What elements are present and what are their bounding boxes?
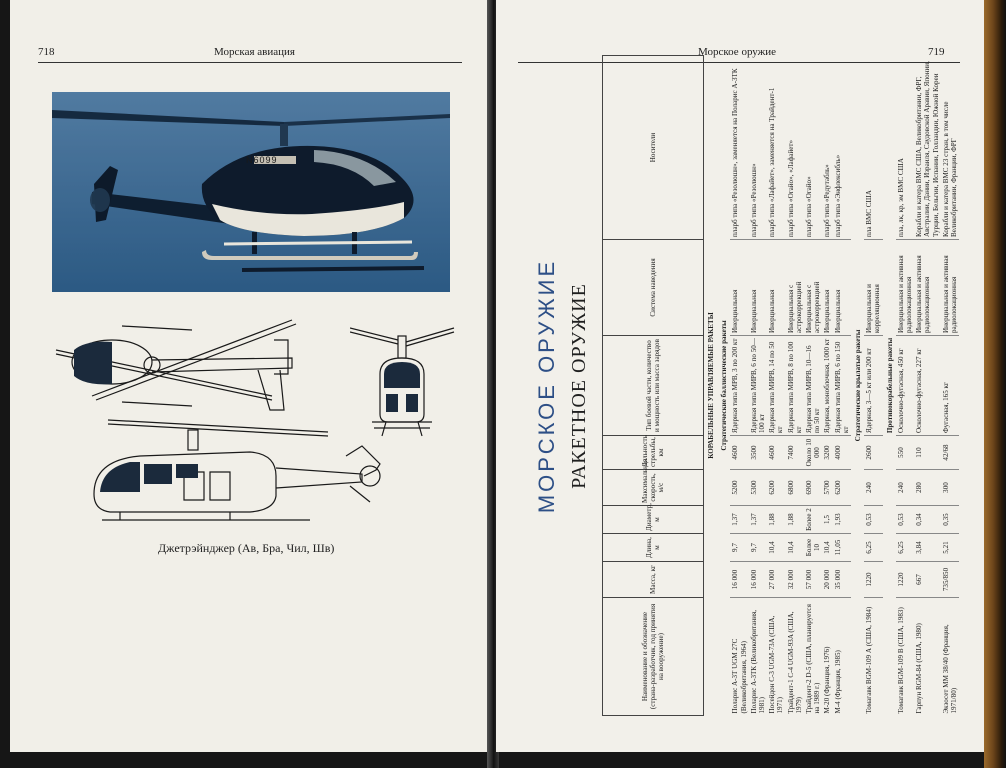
table-cell: Более 10 (804, 534, 822, 562)
table-cell: 5200 (730, 470, 748, 506)
table-cell: 32 000 (786, 562, 804, 598)
column-header: Максимальная скорость, м/с (603, 470, 704, 506)
running-header-left: Морская авиация (214, 46, 295, 58)
helicopter-photo (52, 92, 450, 292)
table-cell: 1220 (864, 562, 882, 598)
table-cell: 3,84 (914, 534, 941, 562)
table-section-title: КОРАБЕЛЬНЫЕ УПРАВЛЯЕМЫЕ РАКЕТЫ (707, 312, 715, 459)
table-cell: Трайдент-1 С-4 UGM-93A (США, 1979) (786, 611, 803, 714)
table-cell: 10,4 (786, 534, 804, 562)
table-cell: 11,05 (833, 534, 851, 562)
table-cell: Инерциальная (767, 240, 785, 336)
table-cell: 1,37 (749, 506, 767, 534)
table-cell: 0,34 (914, 506, 941, 534)
table-cell: 10,4 (767, 534, 785, 562)
table-cell: пларб типа «Редутабль» (822, 56, 832, 240)
table-cell: Ядерная типа МИРВ, 8 по 100 кт (786, 336, 804, 436)
table-row (822, 56, 832, 716)
table-cell: 6900 (804, 470, 822, 506)
table-cell: М-20 (Франция, 1976) (823, 646, 832, 714)
table-cell: 1,88 (767, 506, 785, 534)
table-header-row (603, 56, 704, 716)
table-section-title-row (704, 56, 718, 716)
table-cell: Экзосет ММ 38/40 (Франция, 1971/80) (941, 624, 959, 714)
table-cell: 1220 (896, 562, 914, 598)
table-cell: 4000 (833, 436, 851, 470)
table-cell: Инерциальная (822, 240, 832, 336)
section-title: МОРСКОЕ ОРУЖИЕ (534, 258, 559, 514)
table-cell: 16 000 (730, 562, 748, 598)
table-row (786, 56, 804, 716)
column-header: Тип боевой части, количество и мощность или масса зарядов (603, 336, 704, 436)
column-header: Дальность стрельбы, км (603, 436, 704, 470)
table-cell: 2600 (864, 436, 882, 470)
left-page (10, 0, 490, 752)
column-header: Масса, кг (603, 562, 704, 598)
table-cell: 1,5 (822, 506, 832, 534)
table-cell: 20 000 (822, 562, 832, 598)
helicopter-side-view-drawing (80, 416, 400, 534)
table-cell: 6200 (767, 470, 785, 506)
table-cell: Гарпун RGM-84 (США, 1980) (915, 623, 924, 714)
header-rule-left (38, 62, 462, 63)
table-subsection-title: Стратегические баллистические ракеты (720, 320, 729, 451)
table-subsection-title: Стратегические крылатые ракеты (854, 329, 863, 442)
table-cell: Ядерная типа МИРВ, 6 по 50—100 кт (749, 336, 767, 436)
table-row (804, 56, 822, 716)
table-cell: Посейдон С-3 UGM-73A (США, 1971) (768, 615, 785, 714)
table-cell: 1,93 (833, 506, 851, 534)
table-cell: пларб типа «Резолюшн» (749, 56, 767, 240)
column-header: Диаметр, м (603, 506, 704, 534)
table-cell: пларб типа «Энфлексибль» (833, 56, 851, 240)
table-row (749, 56, 767, 716)
table-row (896, 56, 914, 716)
table-cell: пларб типа «Лафайет», заменяется на Трайдент-1 (767, 56, 785, 240)
table-cell: пларб типа «Огайо» (804, 56, 822, 240)
table-body (704, 56, 960, 716)
table-cell: 42/68 (941, 436, 959, 470)
table-subsection-row (717, 56, 730, 716)
table-row (833, 56, 851, 716)
table-cell: 240 (864, 470, 882, 506)
table-cell: 0,53 (864, 506, 882, 534)
figure-caption: Джетрэйнджер (Ав, Бра, Чил, Шв) (158, 541, 335, 555)
table-cell: Ядерная типа МРВ, 3 по 200 кт (730, 336, 748, 436)
table-cell: Инерциальная с астрокоррекцией (804, 240, 822, 336)
table-cell: Трайдент-2 D-5 (США, планируется на 1989 г.) (805, 604, 822, 714)
table-cell: Ядерная, моноблочная, 1000 кт (822, 336, 832, 436)
table-cell: 27 000 (767, 562, 785, 598)
table-cell: пла, лк, кр, эм ВМС США (896, 56, 914, 240)
column-header: Система наведения (603, 240, 704, 336)
weapons-table (602, 55, 959, 716)
table-row (941, 56, 959, 716)
table-cell: 300 (941, 470, 959, 506)
table-subsection-row (851, 56, 864, 716)
table-cell: 7400 (786, 436, 804, 470)
table-cell: 57 000 (804, 562, 822, 598)
table-cell: Томагавк BGM-109 А (США, 1984) (865, 606, 874, 714)
table-cell: Ядерная типа МИРВ, 14 по 50 кт (767, 336, 785, 436)
table-cell: 10,4 (822, 534, 832, 562)
table-cell: Инерциальная (749, 240, 767, 336)
table-cell: пла ВМС США (864, 56, 882, 240)
table-cell: Инерциальная (833, 240, 851, 336)
table-cell: Поларис А-3Т UGM 27C (Великобритания, 1964) (731, 638, 748, 714)
table-cell: Инерциальная с астрокоррекцией (786, 240, 804, 336)
table-cell: Ядерная типа МИРВ, 6 по 150 кт (833, 336, 851, 436)
running-header-right: Морское оружие (698, 46, 777, 58)
table-cell: 6,25 (864, 534, 882, 562)
table-subsection-row (883, 56, 896, 716)
table-cell: Более 2 (804, 506, 822, 534)
table-row (767, 56, 785, 716)
table-cell: пларб типа «Резолюшн», заменяется на Поларис А-3ТК (730, 56, 748, 240)
table-subsection-title: Противокорабельные ракеты (885, 337, 894, 434)
helicopter-top-view-drawing (52, 310, 352, 420)
table-cell: Инерциальная (730, 240, 748, 336)
table-cell: 550 (896, 436, 914, 470)
table-cell: Инерциальная и активная радиолокационная (941, 240, 959, 336)
table-cell: 240 (896, 470, 914, 506)
table-cell: 3200 (822, 436, 832, 470)
table-cell: 9,7 (730, 534, 748, 562)
table-cell: Осколочно-фугасная, 450 кг (896, 336, 914, 436)
table-cell: 1,88 (786, 506, 804, 534)
table-cell: 35 000 (833, 562, 851, 598)
table-cell: 9,7 (749, 534, 767, 562)
table-cell: Осколочно-фугасная, 227 кг (914, 336, 941, 436)
column-header: Носители (603, 56, 704, 240)
right-page (496, 0, 984, 752)
table-cell: Корабли и катера ВМС США, Великобритании, ФРГ, Австралии, Дании, Израиля, Саудовской Аравии, Японии, Турции, Бельгии, Испании, Голландии, Южной Кореи (914, 56, 941, 240)
table-cell: Ядерная, 3—5 кт или 200 кт (864, 336, 882, 436)
table-row (730, 56, 748, 716)
table-cell: 16 000 (749, 562, 767, 598)
table-cell: 110 (914, 436, 941, 470)
table-cell: М-4 (Франция, 1985) (833, 650, 842, 714)
table-cell: Инерциальная и корреляционная (864, 240, 882, 336)
table-cell: 1,37 (730, 506, 748, 534)
column-header: Наименование и обозначение (страна-разработчик, год принятия на вооружение) (603, 598, 704, 716)
table-cell: Около 10 000 (804, 436, 822, 470)
subsection-title: РАКЕТНОЕ ОРУЖИЕ (568, 283, 590, 489)
page-number-right: 719 (928, 46, 945, 58)
rotated-table-block (518, 56, 958, 716)
table-cell: 3500 (749, 436, 767, 470)
table-cell: Инерциальная и активная радиолокационная (896, 240, 914, 336)
book-edge (984, 0, 1006, 768)
photo-registration-marking: N6099 (246, 155, 278, 165)
table-cell: Томагавк BGM-109 В (США, 1983) (896, 607, 905, 714)
table-cell: 4600 (730, 436, 748, 470)
table-cell: Поларис А-3ТК (Великобритания, 1981) (749, 609, 767, 714)
table-cell: 6,25 (896, 534, 914, 562)
table-cell: Фугасная, 165 кг (941, 336, 959, 436)
table-cell: пларб типа «Огайо», «Лафайет» (786, 56, 804, 240)
table-cell: 735/850 (941, 562, 959, 598)
table-cell: 5,21 (941, 534, 959, 562)
table-cell: Инерциальная и активная радиолокационная (914, 240, 941, 336)
page-number-left: 718 (38, 46, 55, 58)
table-cell: 5700 (822, 470, 832, 506)
table-row (864, 56, 882, 716)
table-cell: 6200 (833, 470, 851, 506)
table-row (914, 56, 941, 716)
table-cell: 280 (914, 470, 941, 506)
table-cell: Корабли и катера ВМС 23 стран, в том числе Великобритании, Франции, ФРГ (941, 56, 959, 240)
table-cell: 4600 (767, 436, 785, 470)
table-cell: 6800 (786, 470, 804, 506)
table-cell: 0,35 (941, 506, 959, 534)
table-cell: 5300 (749, 470, 767, 506)
table-cell: 667 (914, 562, 941, 598)
table-cell: 0,53 (896, 506, 914, 534)
column-header: Длина, м (603, 534, 704, 562)
table-cell: Ядерная типа МИРВ, 10—16 по 50 кт (804, 336, 822, 436)
